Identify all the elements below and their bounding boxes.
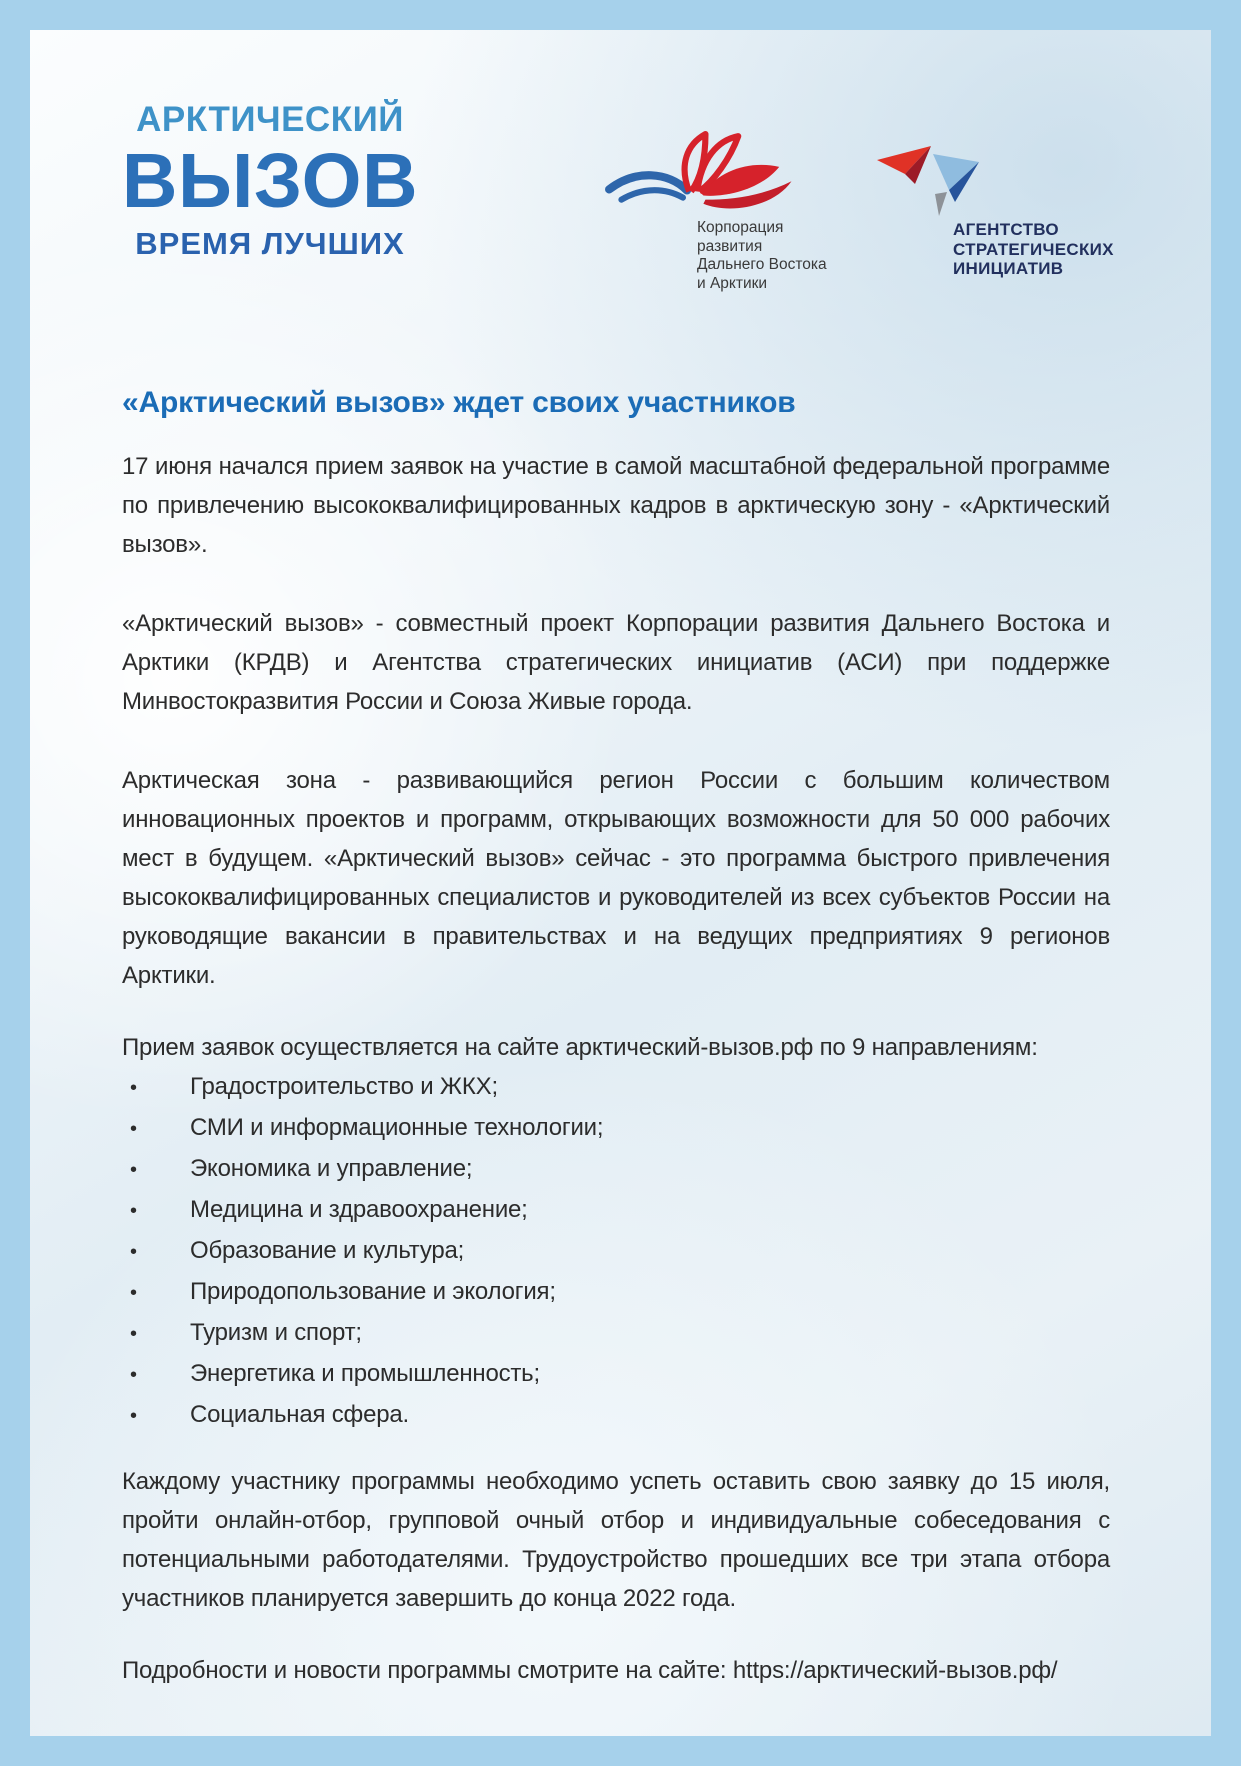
list-item-label: Природопользование и экология; [190,1278,556,1305]
list-item-label: Энергетика и промышленность; [190,1360,540,1387]
list-item [122,1067,1110,1108]
list-item-label: СМИ и информационные технологии; [190,1114,604,1141]
paragraph-deadline: Каждому участнику программы необходимо успеть оставить свою заявку до 15 июля, пройти онлайн-отбор, групповой очный отбор и индивидуальные собеседования с потенциальными работодателями. Трудоустройство прошедших все три этапа отбора участников планируется завершить до конца 2022 года. [122,1468,1110,1612]
list-item-label: Туризм и спорт; [190,1319,362,1346]
paragraph-project-partners: «Арктический вызов» - совместный проект Корпорации развития Дальнего Востока и Арктики (КРДВ) и Агентства стратегических инициатив (АСИ) при поддержке Минвостокразвития России и Союза Живые города. [122,610,1110,715]
list-item [122,1149,1110,1190]
arctic-challenge-logo [118,102,422,259]
bullet-icon [122,1354,190,1395]
flyer-inner-area [30,30,1211,1736]
list-item [122,1272,1110,1313]
directions-list-intro: Прием заявок осуществляется на сайте арктический-вызов.рф по 9 направлениям: [122,1034,1038,1061]
bullet-icon [122,1108,190,1149]
bullet-icon [122,1190,190,1231]
krdv-caption [697,219,835,293]
paragraph-intro-date: 17 июня начался прием заявок на участие в самой масштабной федеральной программе по привлечению высококвалифицированных кадров в арктическую зону - «Арктический вызов». [122,453,1110,558]
list-item [122,1190,1110,1231]
krdv-caption-line3: и Арктики [697,274,768,292]
asi-logo [875,138,1155,318]
bullet-icon [122,1313,190,1354]
asi-text-line2: СТРАТЕГИЧЕСКИХ [953,239,1114,259]
bullet-icon [122,1067,190,1108]
bullet-icon [122,1272,190,1313]
asi-text-line1: АГЕНТСТВО [953,220,1059,239]
krdv-caption-line2: Дальнего Востока [697,256,827,273]
list-item-label: Образование и культура; [190,1237,465,1264]
article-title: «Арктический вызов» ждет своих участников [122,386,796,419]
bullet-icon [122,1231,190,1272]
list-item [122,1313,1110,1354]
article-content [30,386,1211,1690]
arctic-logo-line3: ВРЕМЯ ЛУЧШИХ [135,226,405,261]
directions-list [122,1067,1110,1436]
lotus-flower-icon [605,201,810,218]
asi-text [953,220,1114,279]
list-item [122,1108,1110,1149]
krdv-caption-line1: Корпорация развития [697,219,784,255]
bullet-icon [122,1395,190,1436]
paragraph-arctic-zone: Арктическая зона - развивающийся регион России с большим количеством инновационных проектов и программ, открывающих возможности для 50 000 рабочих мест в будущем. «Арктический вызов» сейчас - это программа быстрого привлечения высококвалифицированных специалистов и руководителей из всех субъектов России на руководящие вакансии в правительствах и на ведущих предприятиях 9 регионов Арктики. [122,767,1110,989]
arctic-logo-line2: ВЫЗОВ [121,138,419,224]
arctic-logo-line1: АРКТИЧЕСКИЙ [136,100,404,139]
list-item [122,1395,1110,1436]
krdv-logo [605,130,835,293]
list-item-label: Социальная сфера. [190,1401,410,1428]
asi-text-line3: ИНИЦИАТИВ [953,259,1064,278]
list-item-label: Медицина и здравоохранение; [190,1196,528,1223]
bullet-icon [122,1149,190,1190]
list-item-label: Экономика и управление; [190,1155,473,1182]
list-item-label: Градостроительство и ЖКХ; [190,1073,498,1100]
list-item [122,1231,1110,1272]
paragraph-website: Подробности и новости программы смотрите на сайте: https://арктический-вызов.рф/ [122,1657,1058,1684]
list-item [122,1354,1110,1395]
paper-planes-icon [875,142,995,229]
